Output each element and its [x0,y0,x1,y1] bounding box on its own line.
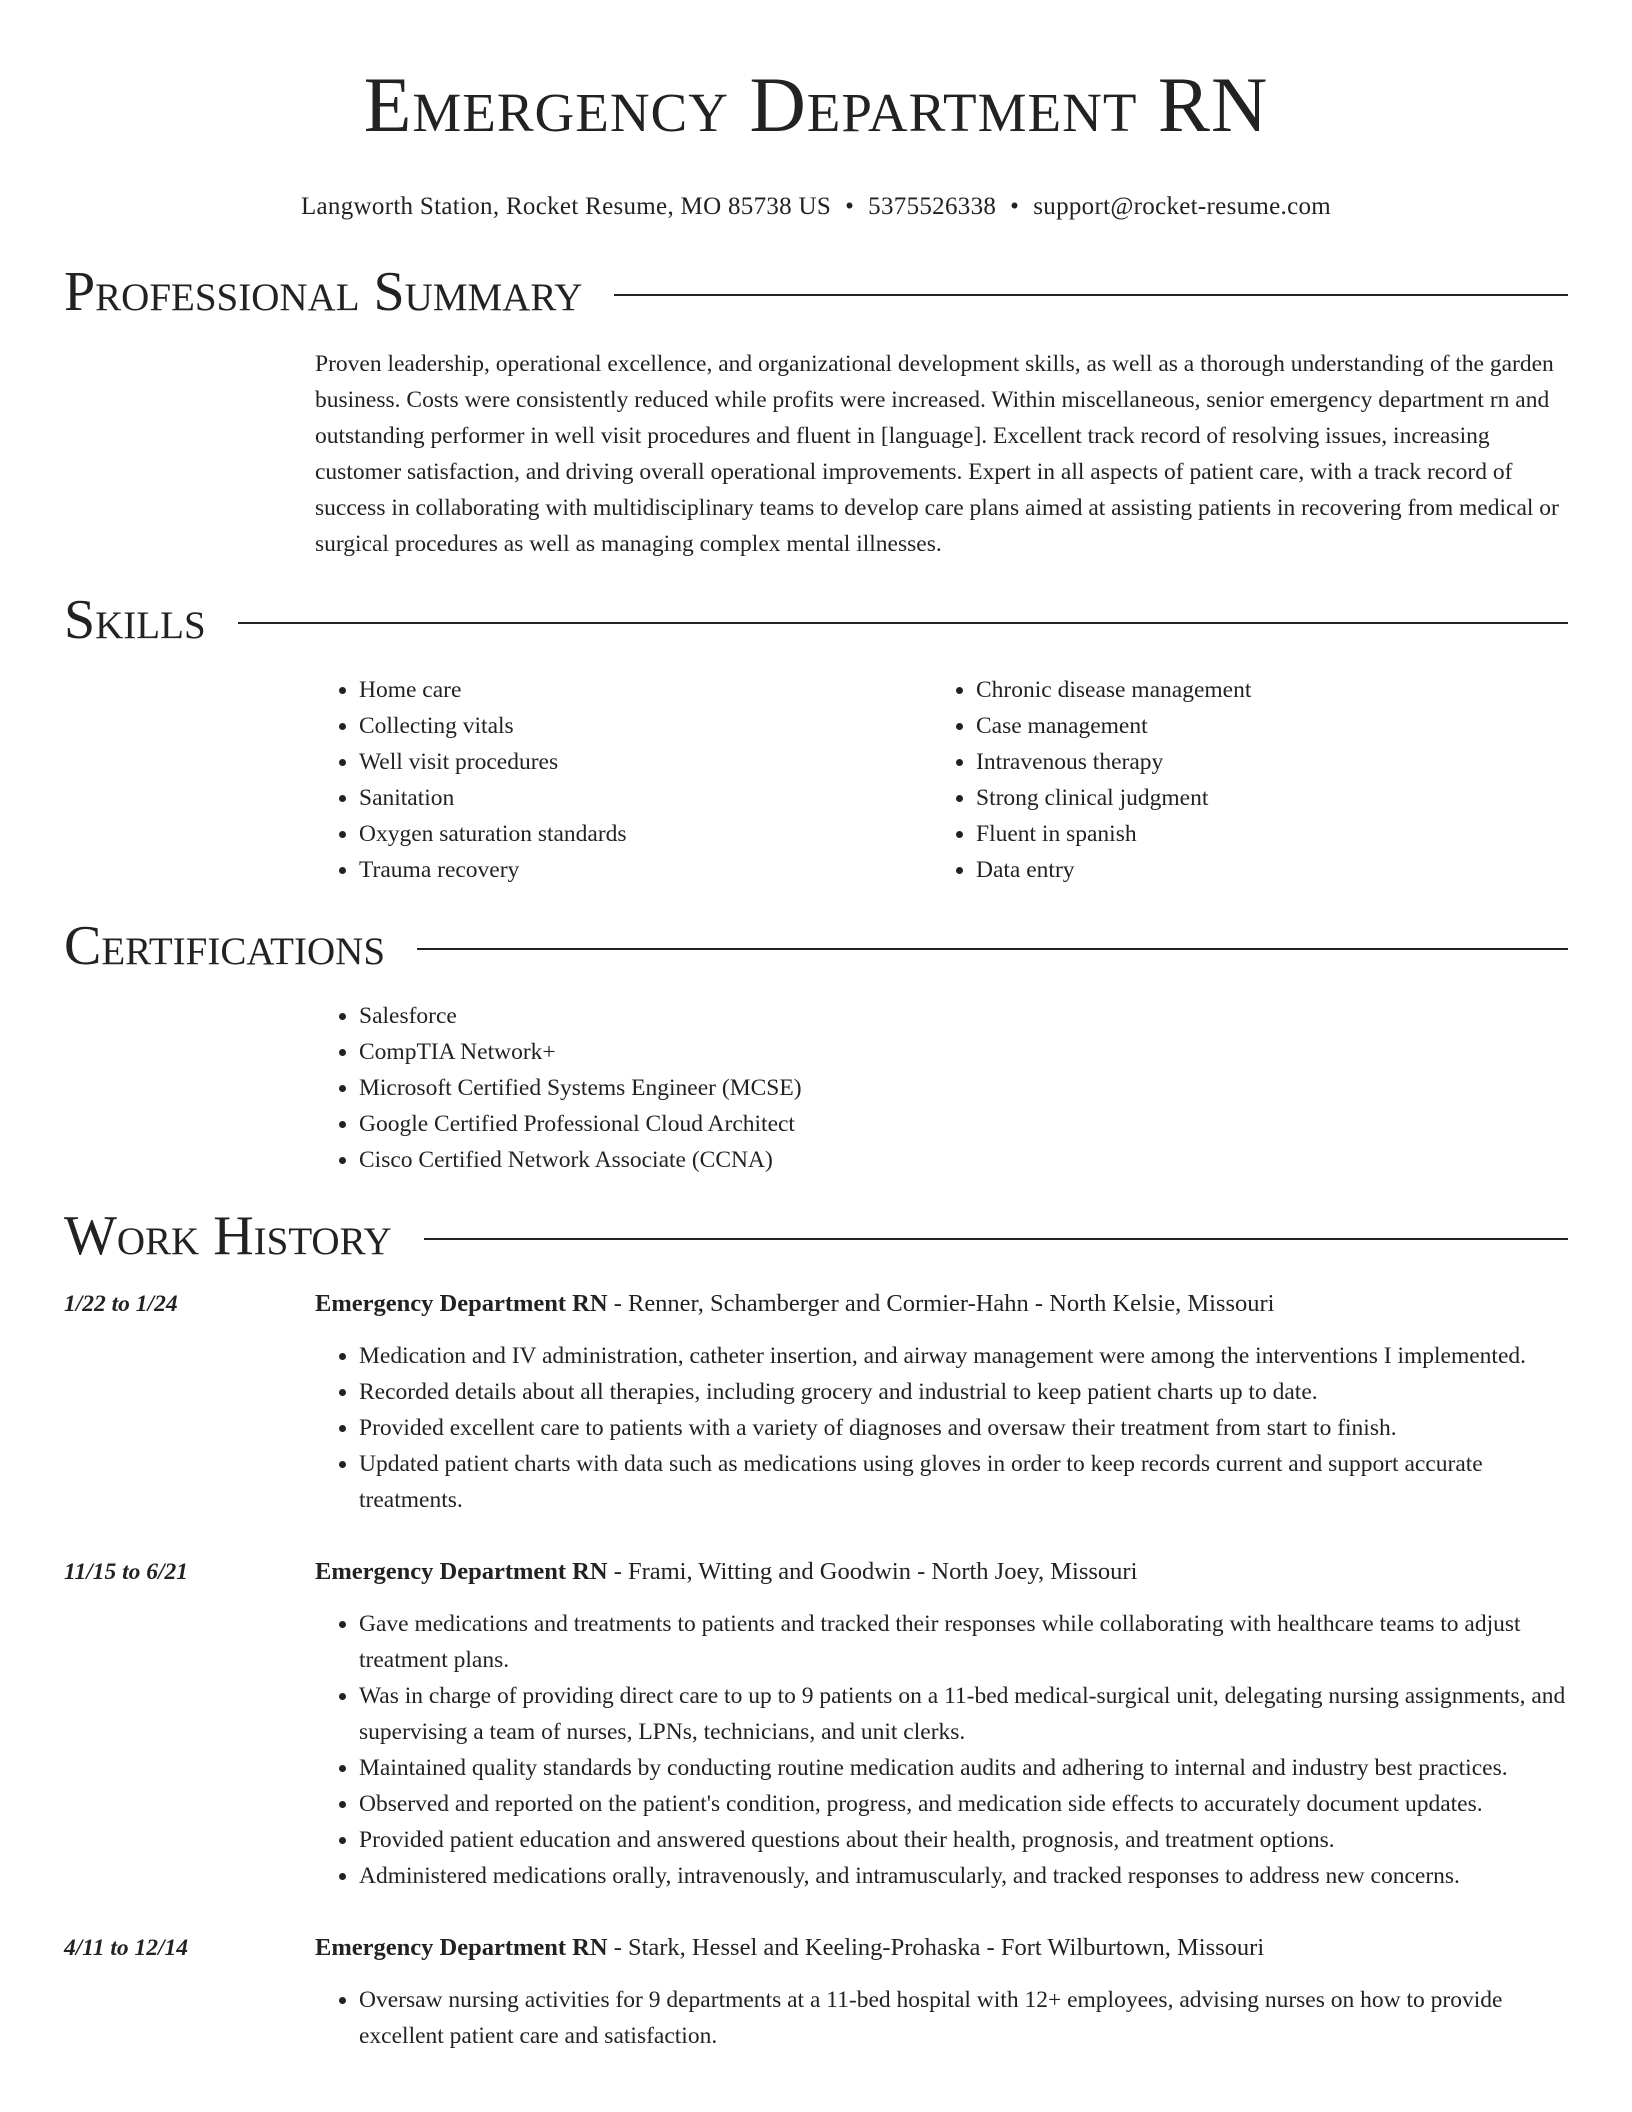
job-bullet: • Maintained quality standards by conducting routine medication audits and adhering to internal and industry best practices. [359,1750,1568,1786]
job-body [315,1554,1568,1894]
section-divider [238,622,1568,624]
skill-item: • Case management [976,708,1549,744]
summary-section-header [64,262,1568,322]
job-title-line [315,1286,1568,1322]
skills-heading: Skills [64,589,206,651]
job-bullet: • Gave medications and treatments to patients and tracked their responses while collaborating with healthcare teams to adjust treatment plans. [359,1606,1568,1678]
skills-column-right [932,672,1549,888]
job-body [315,1930,1568,2054]
skill-item: • Oxygen saturation standards [359,816,932,852]
skill-item: • Collecting vitals [359,708,932,744]
job-title-line [315,1554,1568,1590]
job-role: Emergency Department RN [315,1558,608,1585]
job-dates: 11/15 to 6/21 [64,1559,189,1585]
job-employer: - Renner, Schamberger and Cormier-Hahn - North Kelsie, Missouri [607,1290,1275,1317]
work-section-header [64,1206,1568,1266]
job-entry [64,1554,1568,1894]
certification-item: • Microsoft Certified Systems Engineer (MCSE) [359,1070,1568,1106]
job-bullet: • Observed and reported on the patient's condition, progress, and medication side effects to accurately document updates. [359,1786,1568,1822]
certifications-list [315,998,1568,1178]
job-bullet: • Recorded details about all therapies, including grocery and industrial to keep patient charts up to date. [359,1374,1568,1410]
work-heading: Work History [64,1205,392,1267]
contact-line [64,190,1568,224]
skill-item: • Home care [359,672,932,708]
contact-phone: 5375526338 [868,193,997,220]
certification-item: • Salesforce [359,998,1568,1034]
certifications-heading: Certifications [64,915,386,977]
job-dates: 4/11 to 12/14 [64,1935,189,1961]
contact-address: Langworth Station, Rocket Resume, MO 85738 US [300,193,832,220]
contact-email: support@rocket-resume.com [1033,193,1332,220]
contact-separator: • [1010,193,1020,220]
job-bullet: • Administered medications orally, intravenously, and intramuscularly, and tracked responses to address new concerns. [359,1858,1568,1894]
skills-section-header [64,590,1568,650]
summary-text: Proven leadership, operational excellence, and organizational development skills, as well as a thorough understanding of the garden business. Costs were consistently reduced while profits were increased. Within miscellaneous, senior emergency department rn and outstanding performer in well visit procedures and fluent in [language]. Excellent track record of resolving issues, increasing customer satisfaction, and driving overall operational improvements. Expert in all aspects of patient care, with a track record of success in collaborating with multidisciplinary teams to develop care plans aimed at assisting patients in recovering from medical or surgical procedures as well as managing complex mental illnesses. [315,351,1559,557]
job-employer: - Stark, Hessel and Keeling-Prohaska - Fort Wilburtown, Missouri [607,1934,1265,1961]
job-bullet: • Provided excellent care to patients with a variety of diagnoses and oversaw their treatment from start to finish. [359,1410,1568,1446]
job-bullet: • Medication and IV administration, catheter insertion, and airway management were among the interventions I implemented. [359,1338,1568,1374]
section-divider [417,948,1568,950]
certifications-section-header [64,916,1568,976]
job-entry [64,1930,1568,2054]
certification-item: • Cisco Certified Network Associate (CCNA) [359,1142,1568,1178]
job-bullet: • Was in charge of providing direct care to up to 9 patients on a 11-bed medical-surgical unit, delegating nursing assignments, and supervising a team of nurses, LPNs, technicians, and unit clerks. [359,1678,1568,1750]
skill-item: • Strong clinical judgment [976,780,1549,816]
certification-item: • CompTIA Network+ [359,1034,1568,1070]
skills-column-left [315,672,932,888]
skill-item: • Trauma recovery [359,852,932,888]
job-entry [64,1286,1568,1518]
section-divider [424,1238,1568,1240]
section-divider [614,294,1568,296]
job-dates: 1/22 to 1/24 [64,1291,178,1317]
job-role: Emergency Department RN [315,1934,608,1961]
job-bullet: • Provided patient education and answered questions about their health, prognosis, and treatment options. [359,1822,1568,1858]
job-bullet: • Oversaw nursing activities for 9 departments at a 11-bed hospital with 12+ employees, advising nurses on how to provide excellent patient care and satisfaction. [359,1982,1568,2054]
summary-heading: Professional Summary [64,261,583,323]
skill-item: • Intravenous therapy [976,744,1549,780]
job-title-line [315,1930,1568,1966]
job-body [315,1286,1568,1518]
job-bullet: • Updated patient charts with data such as medications using gloves in order to keep records current and support accurate treatments. [359,1446,1568,1518]
skill-item: • Fluent in spanish [976,816,1549,852]
skill-item: • Sanitation [359,780,932,816]
resume-name: Emergency Department RN [363,61,1269,148]
skill-item: • Data entry [976,852,1549,888]
contact-separator: • [845,193,855,220]
skills-list [315,672,1568,888]
certification-item: • Google Certified Professional Cloud Architect [359,1106,1568,1142]
job-employer: - Frami, Witting and Goodwin - North Joey, Missouri [607,1558,1138,1585]
skill-item: • Well visit procedures [359,744,932,780]
job-role: Emergency Department RN [315,1290,608,1317]
skill-item: • Chronic disease management [976,672,1549,708]
